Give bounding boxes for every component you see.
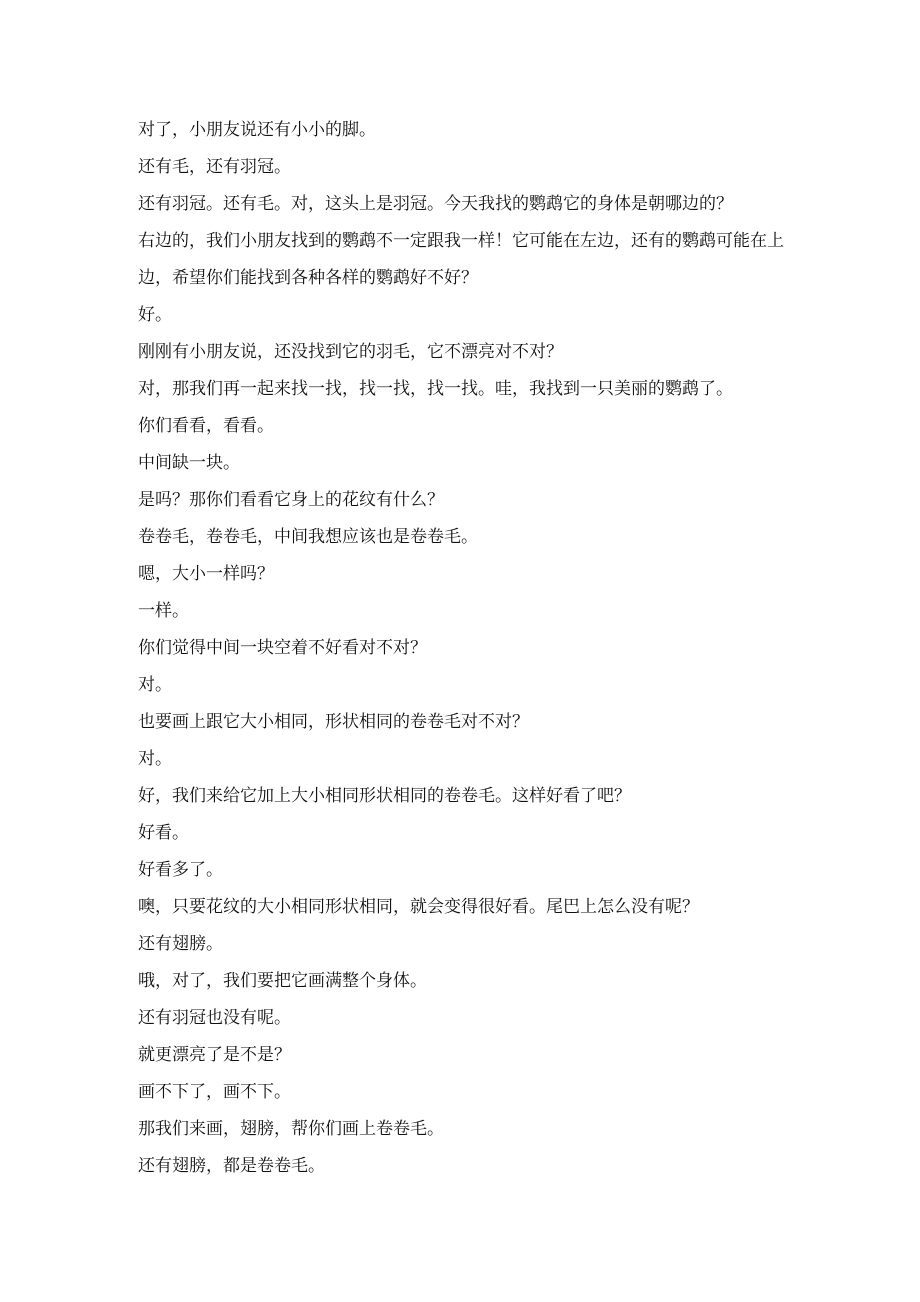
paragraph-28: 还有翅膀，都是卷卷毛。 [138, 1156, 325, 1176]
paragraph-4: 右边的，我们小朋友找到的鹦鹉不一定跟我一样！它可能在左边，还有的鹦鹉可能在上边，希望你们能找到各种各样的鹦鹉好不好？ [138, 231, 784, 288]
paragraph-20: 好看多了。 [138, 860, 223, 880]
paragraph-19: 好看。 [138, 823, 189, 843]
paragraph-25: 就更漂亮了是不是？ [138, 1045, 291, 1065]
paragraph-5: 好。 [138, 305, 172, 325]
paragraph-21: 噢，只要花纹的大小相同形状相同，就会变得很好看。尾巴上怎么没有呢？ [138, 897, 699, 917]
paragraph-10: 是吗？那你们看看它身上的花纹有什么？ [138, 490, 444, 510]
paragraph-17: 对。 [138, 749, 172, 769]
paragraph-11: 卷卷毛，卷卷毛，中间我想应该也是卷卷毛。 [138, 527, 478, 547]
paragraph-7: 对，那我们再一起来找一找，找一找，找一找。哇，我找到一只美丽的鹦鹉了。 [138, 379, 733, 399]
paragraph-12: 嗯，大小一样吗？ [138, 564, 274, 584]
paragraph-18: 好，我们来给它加上大小相同形状相同的卷卷毛。这样好看了吧？ [138, 786, 631, 806]
paragraph-6: 刚刚有小朋友说，还没找到它的羽毛，它不漂亮对不对？ [138, 342, 563, 362]
paragraph-24: 还有羽冠也没有呢。 [138, 1008, 291, 1028]
paragraph-14: 你们觉得中间一块空着不好看对不对？ [138, 638, 427, 658]
paragraph-26: 画不下了，画不下。 [138, 1082, 291, 1102]
paragraph-1: 对了，小朋友说还有小小的脚。 [138, 120, 376, 140]
paragraph-15: 对。 [138, 675, 172, 695]
paragraph-13: 一样。 [138, 601, 189, 621]
paragraph-27: 那我们来画，翅膀，帮你们画上卷卷毛。 [138, 1119, 444, 1139]
paragraph-16: 也要画上跟它大小相同，形状相同的卷卷毛对不对？ [138, 712, 529, 732]
paragraph-3: 还有羽冠。还有毛。对，这头上是羽冠。今天我找的鹦鹉它的身体是朝哪边的？ [138, 194, 733, 214]
paragraph-23: 哦，对了，我们要把它画满整个身体。 [138, 971, 427, 991]
paragraph-2: 还有毛，还有羽冠。 [138, 157, 291, 177]
paragraph-8: 你们看看，看看。 [138, 416, 274, 436]
document-body [138, 112, 798, 1185]
paragraph-9: 中间缺一块。 [138, 453, 240, 473]
paragraph-22: 还有翅膀。 [138, 934, 223, 954]
